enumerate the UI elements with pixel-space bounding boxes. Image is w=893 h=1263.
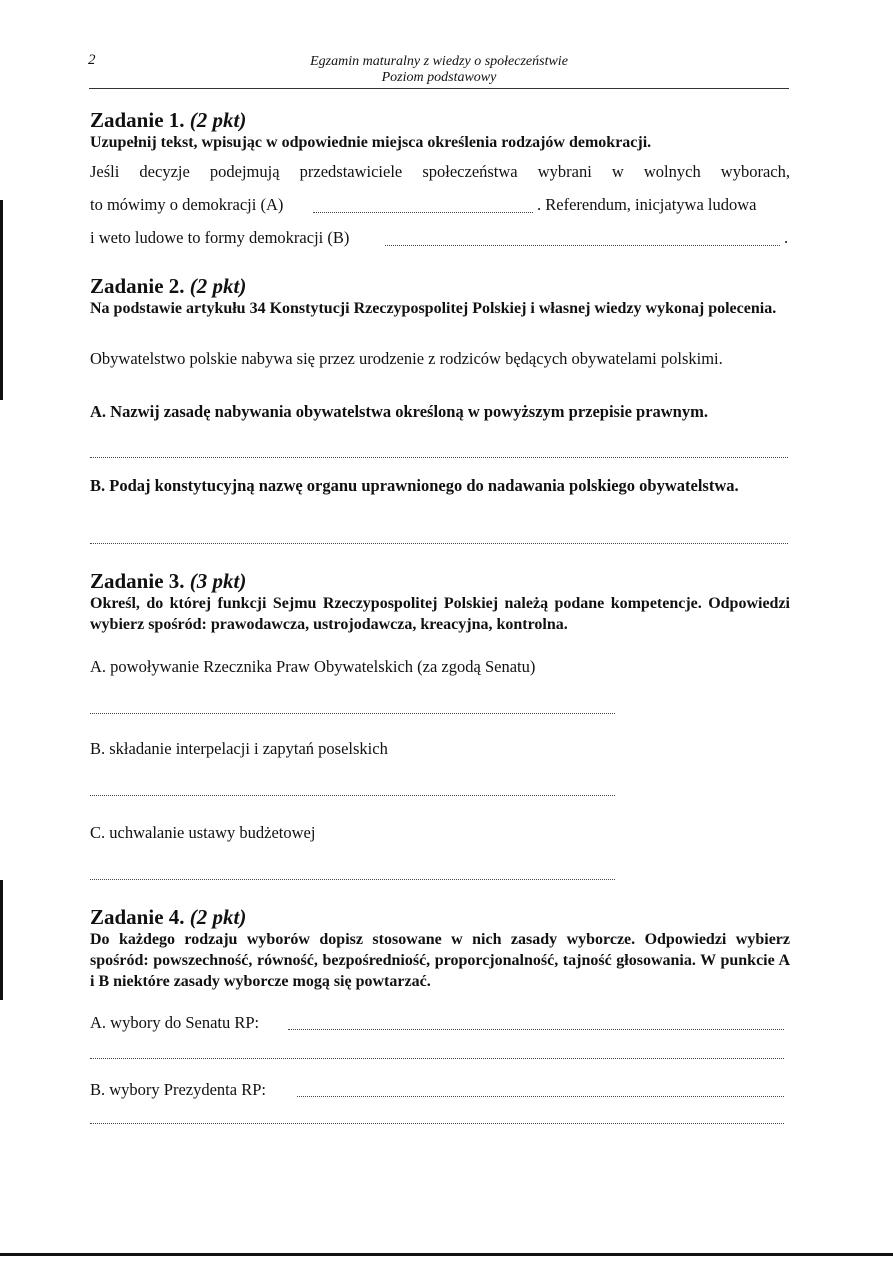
task-4-answer-b2[interactable] — [90, 1123, 784, 1124]
task-4-title — [90, 905, 246, 930]
task-3-points: (3 pkt) — [189, 569, 247, 593]
answer-blank-A[interactable] — [313, 212, 533, 213]
task-3-answer-b[interactable] — [90, 795, 615, 796]
task-2-answer-b[interactable] — [90, 543, 788, 544]
answer-blank-B[interactable] — [385, 245, 780, 246]
task-1-line3-end: . — [784, 228, 789, 247]
task-2-answer-a[interactable] — [90, 457, 788, 458]
task-2-text: Obywatelstwo polskie nabywa się przez urodzenie z rodziców będących obywatelami polskimi. — [90, 349, 723, 368]
task-3-label: Zadanie 3. — [90, 569, 185, 593]
scan-edge-mark — [0, 200, 3, 400]
scan-edge-mark — [0, 880, 3, 1000]
scan-bottom-edge — [0, 1253, 893, 1256]
task-4-label: Zadanie 4. — [90, 905, 185, 929]
task-2-instruction: Na podstawie artykułu 34 Konstytucji Rzeczypospolitej Polskiej i własnej wiedzy wykonaj polecenia. — [90, 300, 777, 317]
task-1-line3-start: i weto ludowe to formy demokracji (B) — [90, 228, 350, 247]
task-1-label: Zadanie 1. — [90, 108, 185, 132]
task-1-text-line1: Jeśli decyzje podejmują przedstawiciele społeczeństwa wybrani w wolnych wyborach, — [90, 162, 790, 181]
task-3-item-b: B. składanie interpelacji i zapytań poselskich — [90, 739, 388, 758]
task-4-instruction: Do każdego rodzaju wyborów dopisz stosowane w nich zasady wyborcze. Odpowiedzi wybierz spośród: powszechność, równość, bezpośredniość, proporcjonalność, tajność głosowania. W punkcie A i B niektóre zasady wyborcze mogą się powtarzać. — [90, 931, 790, 990]
task-3-item-a: A. powoływanie Rzecznika Praw Obywatelskich (za zgodą Senatu) — [90, 657, 536, 676]
task-2-points: (2 pkt) — [189, 274, 247, 298]
task-3-title — [90, 569, 246, 594]
task-4-answer-a1[interactable] — [288, 1029, 784, 1030]
task-1-instruction: Uzupełnij tekst, wpisując w odpowiednie miejsca określenia rodzajów demokracji. — [90, 134, 652, 151]
page-number: 2 — [88, 52, 96, 68]
task-2-title — [90, 274, 246, 299]
task-4-answer-b1[interactable] — [297, 1096, 784, 1097]
task-2-label: Zadanie 2. — [90, 274, 185, 298]
header-subtitle: Poziom podstawowy — [381, 70, 497, 85]
task-3-answer-c[interactable] — [90, 879, 615, 880]
task-3-instruction: Określ, do której funkcji Sejmu Rzeczypospolitej Polskiej należą podane kompetencje. Odpowiedzi wybierz spośród: prawodawcza, ustrojodawcza, kreacyjna, kontrolna. — [90, 595, 790, 633]
task-4-answer-a2[interactable] — [90, 1058, 784, 1059]
task-2-subtask-a: A. Nazwij zasadę nabywania obywatelstwa określoną w powyższym przepisie prawnym. — [90, 402, 708, 421]
task-2-subtask-b: B. Podaj konstytucyjną nazwę organu uprawnionego do nadawania polskiego obywatelstwa. — [90, 476, 739, 495]
task-4-item-b: B. wybory Prezydenta RP: — [90, 1080, 266, 1099]
task-1-points: (2 pkt) — [189, 108, 247, 132]
task-4-item-a: A. wybory do Senatu RP: — [90, 1013, 260, 1032]
header-rule — [89, 88, 789, 89]
header-title: Egzamin maturalny z wiedzy o społeczeństwie — [310, 54, 568, 69]
task-1-line2-start: to mówimy o demokracji (A) — [90, 195, 284, 214]
task-3-answer-a[interactable] — [90, 713, 615, 714]
task-3-item-c: C. uchwalanie ustawy budżetowej — [90, 823, 316, 842]
task-1-title — [90, 108, 246, 133]
task-4-points: (2 pkt) — [189, 905, 247, 929]
task-1-line2-end: . Referendum, inicjatywa ludowa — [537, 195, 757, 214]
